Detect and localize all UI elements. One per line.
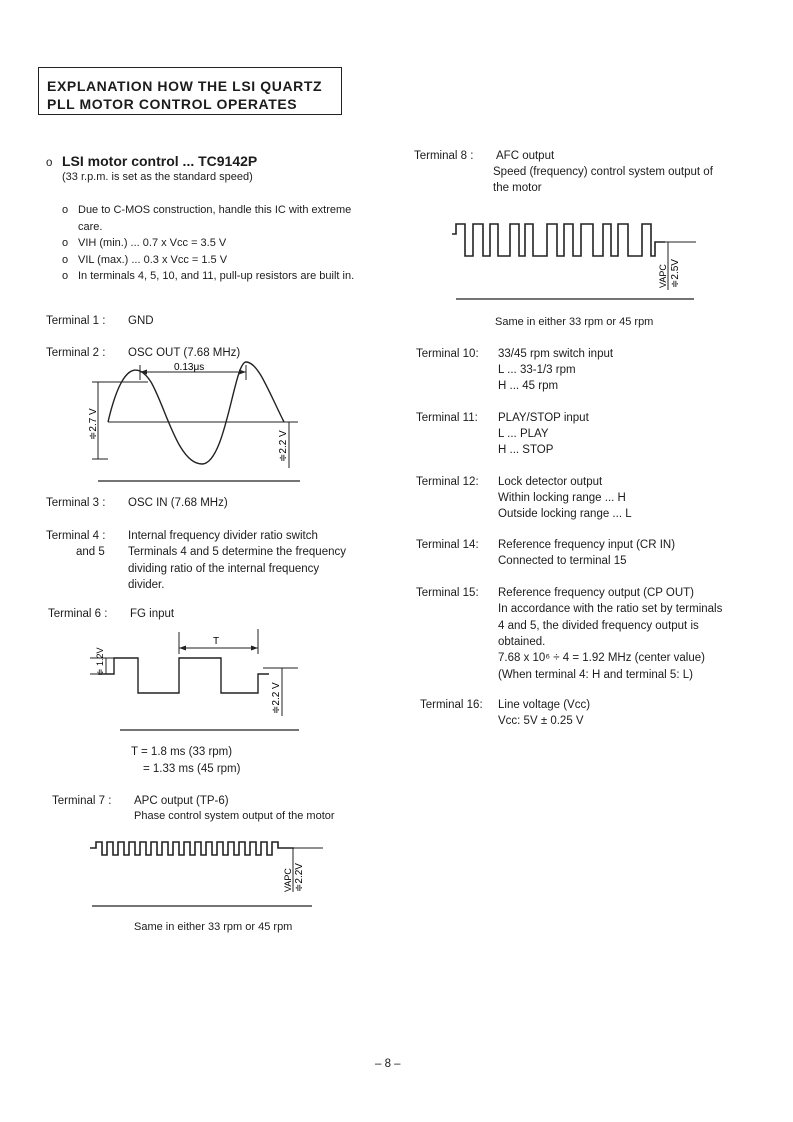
terminal-14: Terminal 14: Reference frequency input (CR IN) Connected to terminal 15 xyxy=(416,539,676,568)
fg-period-label: T xyxy=(213,636,220,647)
apc-pulse-diagram xyxy=(88,835,323,910)
page-title-box xyxy=(38,67,342,115)
intro-bullet-list xyxy=(62,202,372,285)
afc-pulse-diagram xyxy=(452,212,698,304)
terminal-4-and-5: Terminal 4 : Internal frequency divider ratio switch and 5 Terminals 4 and 5 determine the frequency dividing ratio of the internal frequency divider. xyxy=(46,530,346,591)
fg-caption-45rpm: = 1.33 ms (45 rpm) xyxy=(143,763,241,775)
fg-square-diagram xyxy=(88,624,303,734)
terminal-10: Terminal 10: 33/45 rpm switch input L ... 33-1/3 rpm H ... 45 rpm xyxy=(416,348,614,393)
bullet-mark: o xyxy=(62,253,69,266)
osc-sine-diagram xyxy=(88,360,308,485)
lsi-heading-text: LSI motor control ... TC9142P xyxy=(62,153,258,169)
terminal-2: Terminal 2 : OSC OUT (7.68 MHz) xyxy=(46,347,241,359)
bullet-mark: o xyxy=(62,270,69,282)
afc-voltage-value: ≑2.5V xyxy=(670,259,681,288)
fg-amplitude-left: ≑ 1.2V xyxy=(95,647,105,676)
fg-amplitude-right: ≑2.2 V xyxy=(271,682,282,714)
apc-voltage-label: VAPC xyxy=(283,868,293,892)
bullet-vil: o VIL (max.) ... 0.3 x Vcc = 1.5 V xyxy=(62,252,372,269)
bullet-vih: o VIH (min.) ... 0.7 x Vcc = 3.5 V xyxy=(62,235,372,252)
terminal-12: Terminal 12: Lock detector output Within locking range ... H Outside locking range ... L xyxy=(416,476,632,521)
terminal-1: Terminal 1 : GND xyxy=(46,315,154,327)
terminal-7: Terminal 7 : APC output (TP-6) Phase control system output of the motor xyxy=(52,795,335,823)
afc-caption: Same in either 33 rpm or 45 rpm xyxy=(495,316,654,328)
afc-voltage-label: VAPC xyxy=(658,264,668,288)
terminal-15: Terminal 15: Reference frequency output (CP OUT) In accordance with the ratio set by terminals 4 and 5, the divided frequency output is obtained. 7.68 x 10⁶ ÷ 4 = 1.92 MHz (center value) (When terminal 4: H and terminal 5: L) xyxy=(416,587,723,681)
apc-pulse-wave xyxy=(90,842,294,855)
apc-caption: Same in either 33 rpm or 45 rpm xyxy=(134,921,293,933)
bullet-cmos: o Due to C-MOS construction, handle this IC with extreme care. xyxy=(62,204,352,233)
bullet-pullup: o In terminals 4, 5, 10, and 11, pull-up resistors are built in. xyxy=(62,268,372,285)
lsi-heading xyxy=(46,152,257,172)
terminal-11: Terminal 11: PLAY/STOP input L ... PLAY H ... STOP xyxy=(416,412,589,457)
sine-wave xyxy=(108,362,284,464)
osc-amplitude-right: ≑2.2 V xyxy=(278,430,289,462)
osc-amplitude-left: ≑2.7 V xyxy=(88,408,99,440)
osc-period-label: 0.13μs xyxy=(174,362,205,373)
terminal-3: Terminal 3 : OSC IN (7.68 MHz) xyxy=(46,497,228,509)
apc-voltage-value: ≑2.2V xyxy=(294,863,305,892)
page-number: – 8 – xyxy=(375,1058,401,1070)
standard-speed-note: (33 r.p.m. is set as the standard speed) xyxy=(62,171,253,183)
page-title-line-1: EXPLANATION HOW THE LSI QUARTZ xyxy=(47,78,323,94)
bullet-mark: o xyxy=(62,237,69,249)
square-wave xyxy=(98,658,269,693)
terminal-16: Terminal 16: Line voltage (Vcc) Vcc: 5V ± 0.25 V xyxy=(420,699,591,728)
bullet-mark: o xyxy=(46,157,53,169)
terminal-6: Terminal 6 : FG input xyxy=(48,608,175,620)
page-title-line-2: PLL MOTOR CONTROL OPERATES xyxy=(47,96,298,113)
terminal-8: Terminal 8 : AFC output Speed (frequency) control system output of the motor xyxy=(414,150,713,195)
afc-pulse-wave xyxy=(452,224,665,256)
fg-caption-33rpm: T = 1.8 ms (33 rpm) xyxy=(131,746,233,758)
bullet-mark: o xyxy=(62,204,69,216)
